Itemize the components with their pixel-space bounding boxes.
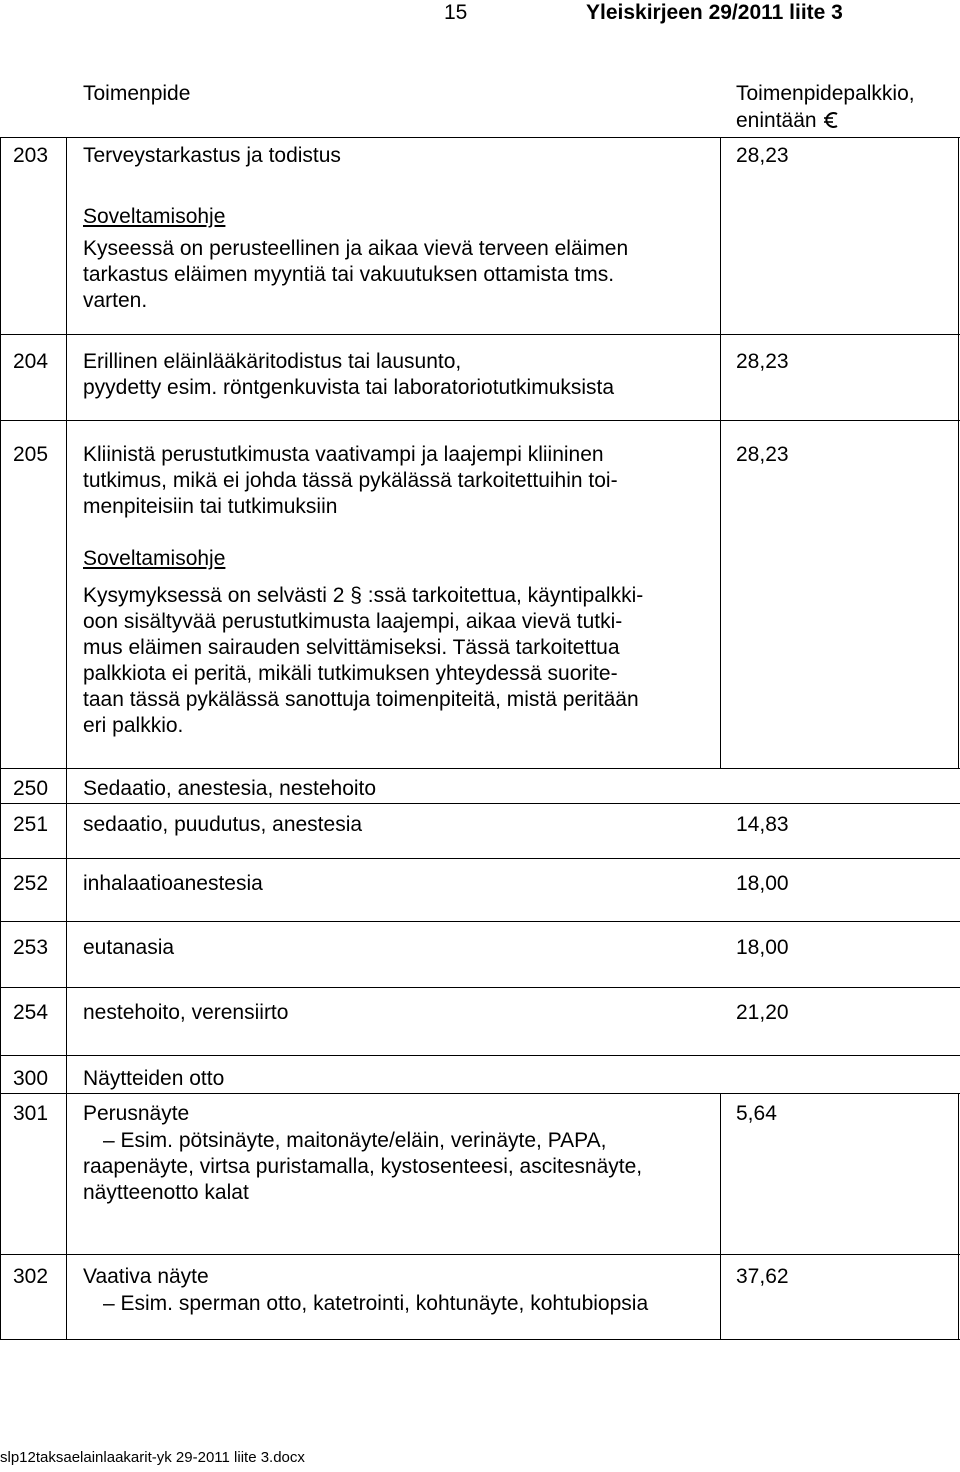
footer-filename: slp12taksaelainlaakarit-yk 29-2011 liite 3.docx [0,1449,305,1466]
row-204-description: Erillinen eläinlääkäritodistus tai lausunto, pyydetty esim. röntgenkuvista tai laboratoriotutkimuksista [83,350,615,399]
row-204-fee: 28,23 [736,350,789,373]
row-302-fee: 37,62 [736,1265,789,1288]
row-251-code: 251 [13,813,49,836]
row-203-fee: 28,23 [736,144,789,167]
row-301-code: 301 [13,1102,49,1125]
row-302-code: 302 [13,1265,49,1288]
row-250-title: Sedaatio, anestesia, nestehoito [83,777,377,800]
table-bottom-border [0,1339,960,1340]
row-254-title: nestehoito, verensiirto [83,1001,289,1024]
row-251-title: sedaatio, puudutus, anestesia [83,813,363,836]
table-left-border [0,137,1,1340]
document-title: Yleiskirjeen 29/2011 liite 3 [586,1,843,24]
table-right-border [958,1093,959,1340]
row-301-examples: – Esim. pötsinäyte, maitonäyte/eläin, verinäyte, PAPA, raapenäyte, virtsa puristamalla, kystosenteesi, ascitesnäyte, näytteenotto kalat [83,1129,643,1204]
row-253-fee: 18,00 [736,936,789,959]
page-number: 15 [444,1,468,24]
column-header-procedure: Toimenpide [83,82,191,105]
row-divider [0,921,960,922]
row-254-fee: 21,20 [736,1001,789,1024]
row-divider [0,1055,960,1056]
header-divider [0,137,960,138]
row-204-code: 204 [13,350,49,373]
column-header-fee-line2: enintään [736,108,839,134]
row-205-code: 205 [13,443,49,466]
row-250-code: 250 [13,777,49,800]
row-203-title: Terveystarkastus ja todistus [83,144,341,167]
code-column-divider [66,137,67,1340]
row-divider [0,858,960,859]
row-251-fee: 14,83 [736,813,789,836]
row-302-title: Vaativa näyte [83,1265,209,1288]
row-253-code: 253 [13,936,49,959]
row-254-code: 254 [13,1001,49,1024]
row-divider [0,768,960,769]
row-301-title: Perusnäyte [83,1102,190,1125]
row-divider [0,334,960,335]
row-divider [0,1254,960,1255]
fee-column-divider [720,1093,721,1340]
row-203-guide-heading: Soveltamisohje [83,205,226,228]
row-203-guide-text: Kyseessä on perusteellinen ja aikaa vievä terveen eläimen tarkastus eläimen myyntiä tai vakuutuksen ottamista tms. varten. [83,237,629,312]
column-header-fee: Toimenpidepalkkio, [736,82,915,105]
table-right-border [958,137,959,769]
row-divider [0,987,960,988]
row-divider [0,803,960,804]
fee-column-divider [720,137,721,769]
row-205-description: Kliinistä perustutkimusta vaativampi ja laajempi kliininen tutkimus, mikä ei johda tässä pykälässä tarkoitettuihin toi- menpiteisiin tai tutkimuksiin [83,443,618,518]
row-203-code: 203 [13,144,49,167]
row-300-code: 300 [13,1067,49,1090]
row-205-guide-text: Kysymyksessä on selvästi 2 § :ssä tarkoitettua, käyntipalkki- oon sisältyvää perustutkimusta laajempi, aikaa vievä tutki- mus eläimen sairauden selvittämiseksi. Tässä tarkoitettua palkkiota ei peritä, mikäli tutkimuksen yhteydessä suorite- taan tässä pykälässä sanottuja toimenpiteitä, mistä peritään eri palkkio. [83,584,644,737]
row-252-title: inhalaatioanestesia [83,872,263,895]
row-205-guide-heading: Soveltamisohje [83,547,226,570]
row-252-code: 252 [13,872,49,895]
euro-icon [823,111,839,129]
row-divider [0,420,960,421]
row-301-fee: 5,64 [736,1102,777,1125]
row-300-title: Näytteiden otto [83,1067,225,1090]
row-252-fee: 18,00 [736,872,789,895]
row-253-title: eutanasia [83,936,175,959]
row-205-fee: 28,23 [736,443,789,466]
row-302-examples: – Esim. sperman otto, katetrointi, kohtunäyte, kohtubiopsia [103,1292,649,1315]
row-divider [0,1093,960,1094]
